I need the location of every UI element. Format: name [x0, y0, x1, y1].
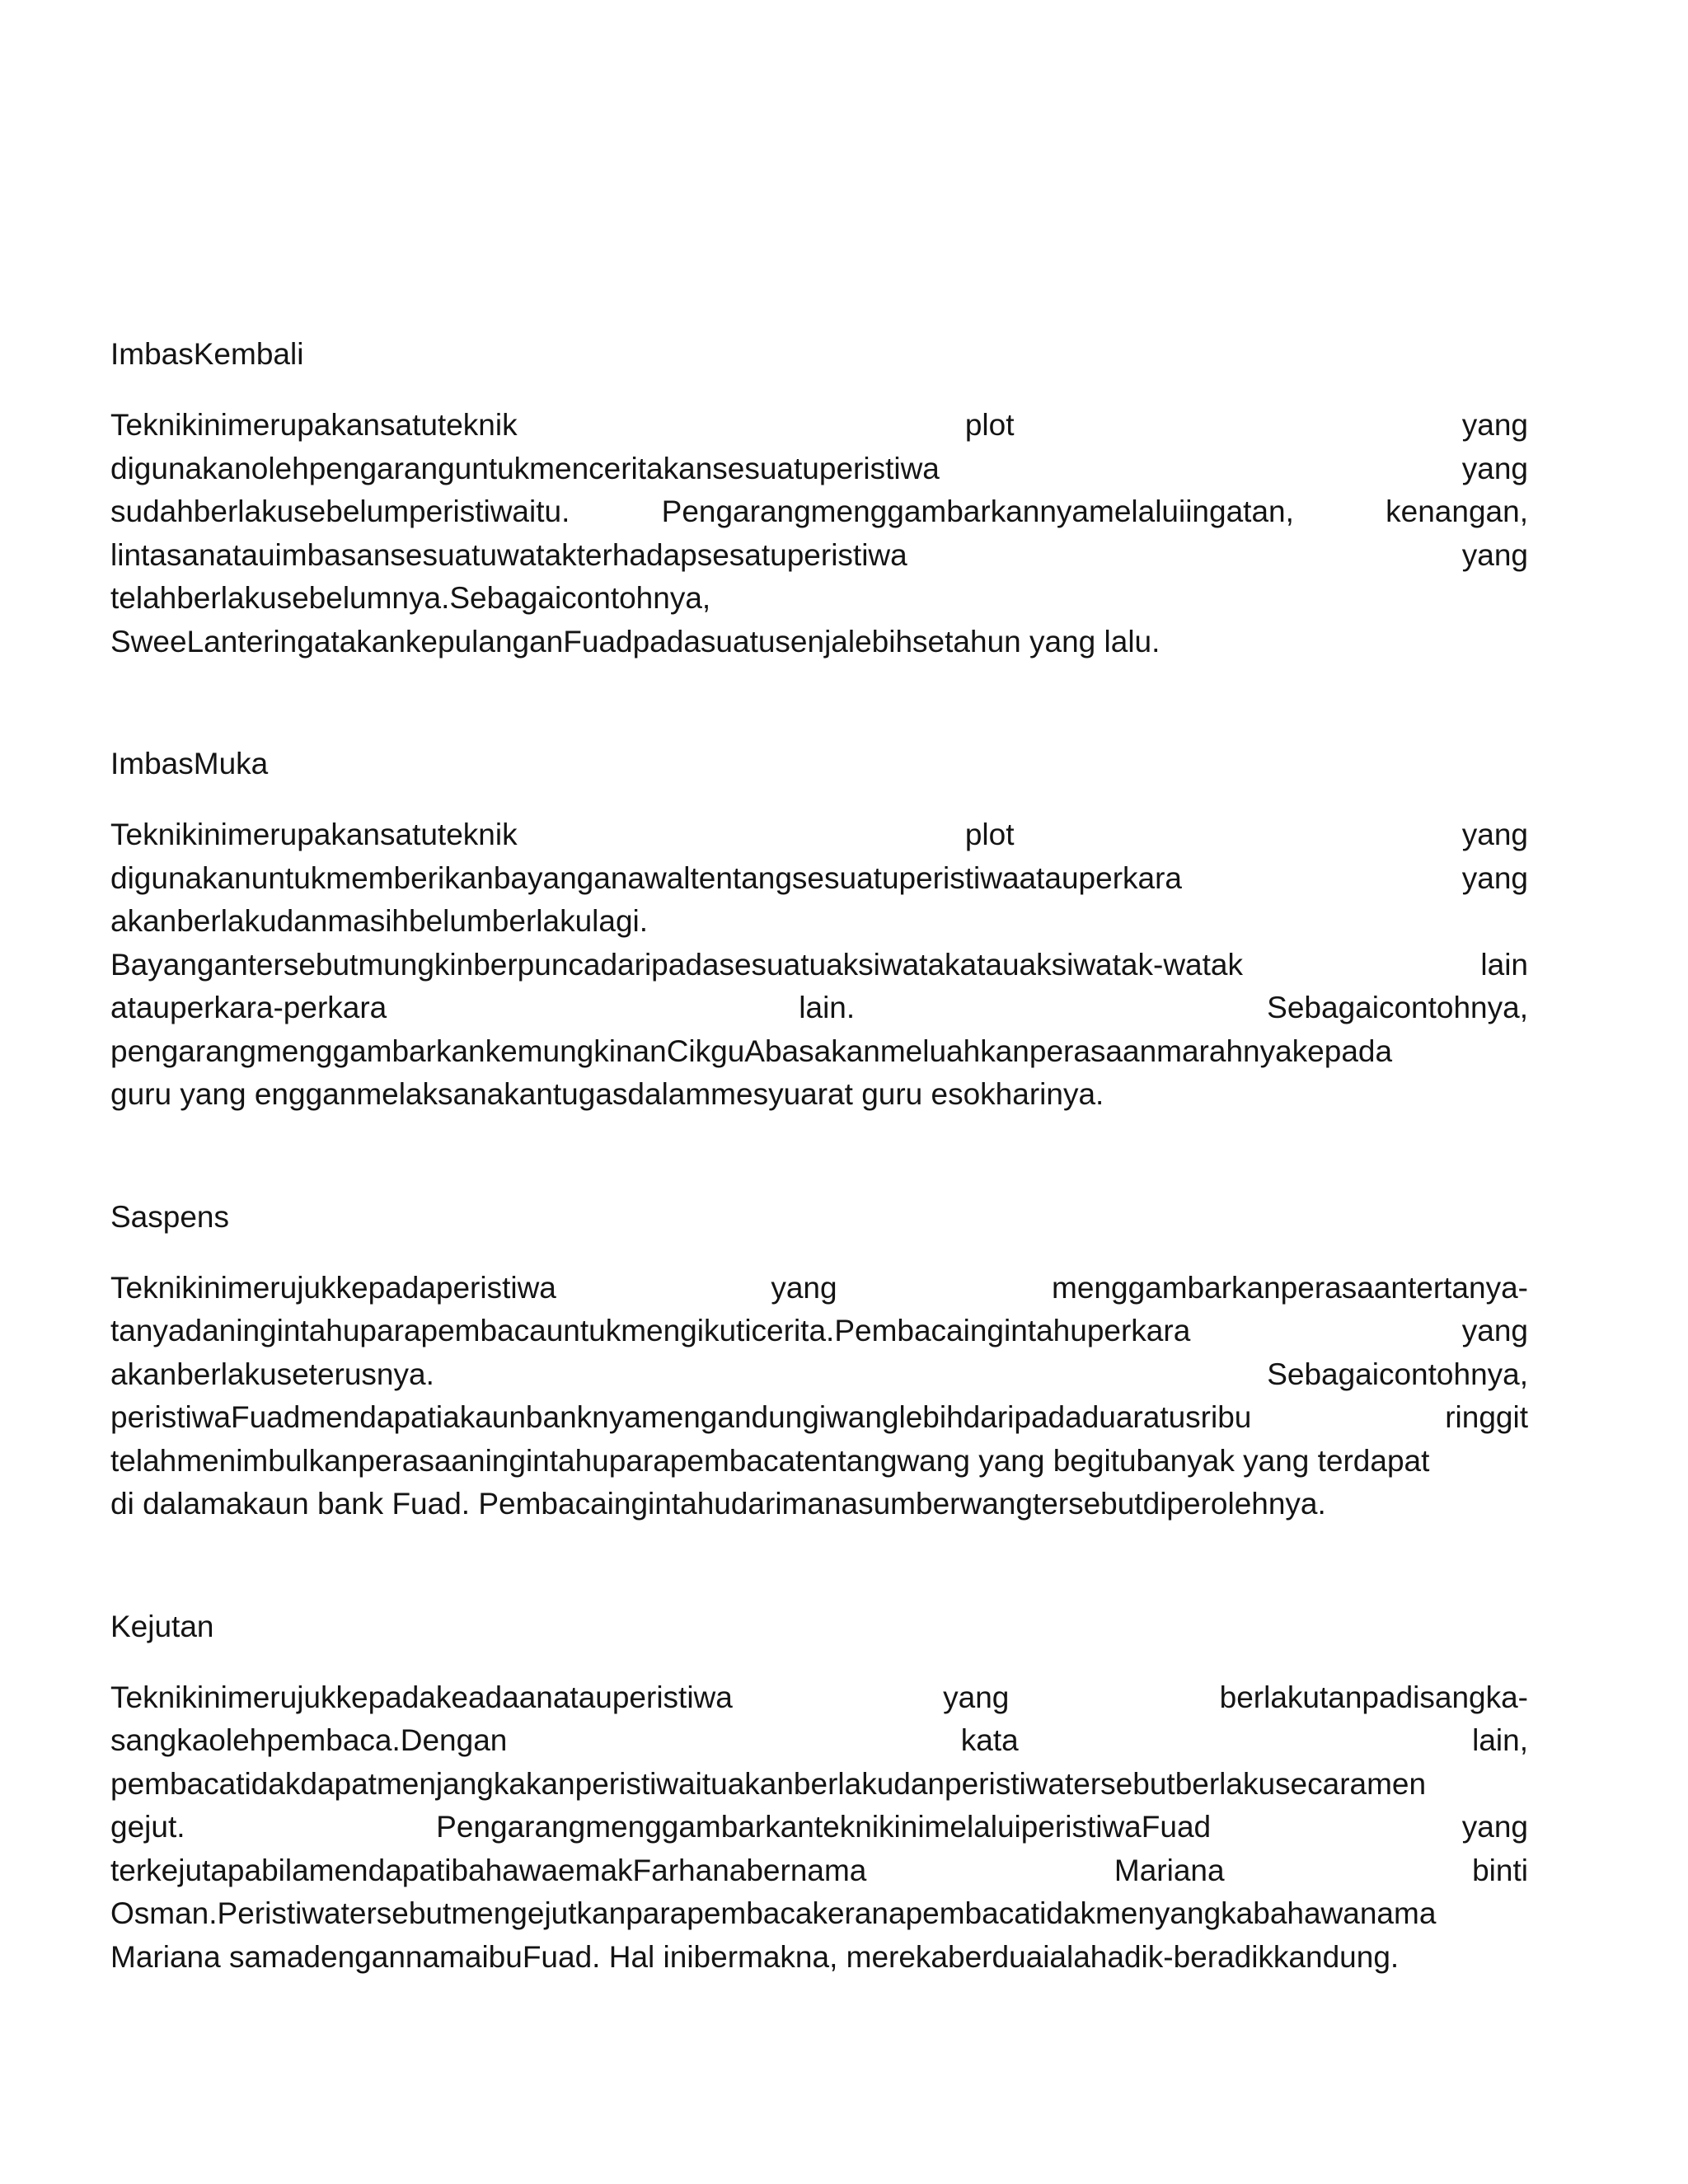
line-text-segment: Teknikinimerupakansatuteknik: [110, 408, 518, 442]
paragraph-line: [110, 1892, 1528, 1936]
line-text-segment: lain.: [799, 991, 856, 1024]
paragraph-line: [110, 1030, 1528, 1074]
line-text-segment: plot: [964, 408, 1015, 442]
paragraph-line: [110, 813, 1528, 857]
paragraph-line: [110, 534, 1528, 578]
line-text-segment: atauperkara-perkara: [110, 991, 387, 1024]
line-text-segment: yang: [1461, 1314, 1528, 1347]
paragraph-line: [110, 987, 1528, 1030]
paragraph-line: [110, 857, 1528, 901]
paragraph-line: [110, 1073, 1528, 1117]
line-text-segment: SweeLanteringatakankepulanganFuadpadasuatusenjalebihsetahun yang lalu.: [110, 624, 1160, 658]
section-heading: Saspens: [110, 1199, 229, 1234]
section-imbas-kembali: [110, 333, 1528, 663]
paragraph-line: [110, 1310, 1528, 1353]
line-text-segment: lintasanatauimbasansesuatuwatakterhadapsesatuperistiwa: [110, 537, 907, 572]
paragraph-line: [110, 448, 1528, 491]
line-text-segment: plot: [964, 818, 1015, 851]
line-text-segment: Osman.Peristiwatersebutmengejutkanparapembacakeranapembacatidakmenyangkabahawanama: [110, 1896, 1437, 1930]
line-text-segment: yang: [1461, 860, 1528, 895]
line-text-segment: di dalamakaun bank Fuad. Pembacaingintahudarimanasumberwangtersebutdiperolehnya.: [110, 1487, 1326, 1521]
line-text-segment: tanyadaningintahuparapembacauntukmengikuticerita.Pembacaingintahuperkara: [110, 1314, 1191, 1347]
line-text-segment: Teknikinimerujukkepadaperistiwa: [110, 1270, 556, 1305]
section-saspens: [110, 1196, 1528, 1526]
line-text-segment: Sebagaicontohnya,: [1267, 991, 1528, 1024]
line-text-segment: akanberlakudanmasihbelumberlakulagi.: [110, 904, 649, 938]
paragraph-line: [110, 1676, 1528, 1720]
line-text-segment: lain: [1480, 947, 1528, 982]
line-text-segment: PengarangmenggambarkanteknikinimelaluiperistiwaFuad: [436, 1810, 1212, 1844]
line-text-segment: berlakutanpadisangka-: [1219, 1680, 1528, 1714]
line-text-segment: yang: [1461, 537, 1528, 572]
paragraph-line: [110, 1483, 1528, 1526]
line-text-segment: gejut.: [110, 1810, 185, 1844]
paragraph-line: [110, 1267, 1528, 1310]
paragraph-line: [110, 1763, 1528, 1807]
line-text-segment: kenangan,: [1386, 494, 1528, 528]
section-body: [110, 813, 1528, 1117]
paragraph-line: [110, 621, 1528, 664]
line-text-segment: peristiwaFuadmendapatiakaunbanknyamengandungiwanglebihdaripadaduaratusribu: [110, 1400, 1252, 1434]
line-text-segment: sudahberlakusebelumperistiwaitu.: [110, 494, 570, 528]
line-text-segment: Mariana samadengannamaibuFuad. Hal inibermakna, merekaberduaialahadik-beradikkandung.: [110, 1939, 1400, 1974]
paragraph-line: [110, 944, 1528, 987]
paragraph-line: [110, 900, 1528, 944]
line-text-segment: telahberlakusebelumnya.Sebagaicontohnya,: [110, 581, 711, 615]
line-text-segment: binti: [1472, 1853, 1528, 1887]
paragraph-line: [110, 577, 1528, 621]
section-body: [110, 1676, 1528, 1980]
line-text-segment: yang: [1461, 818, 1528, 851]
line-text-segment: pembacatidakdapatmenjangkakanperistiwaituakanberlakudanperistiwatersebutberlakusecaramen: [110, 1766, 1427, 1801]
line-text-segment: Pengarangmenggambarkannyamelaluiingatan,: [661, 494, 1294, 528]
paragraph-line: [110, 1849, 1528, 1893]
line-text-segment: Teknikinimerujukkepadakeadaanatauperistiwa: [110, 1680, 733, 1714]
line-text-segment: kata: [960, 1723, 1019, 1757]
line-text-segment: yang: [771, 1270, 837, 1305]
line-text-segment: guru yang engganmelaksanakantugasdalammesyuarat guru esokharinya.: [110, 1077, 1104, 1111]
line-text-segment: telahmenimbulkanperasaaningintahuparapembacatentangwang yang begitubanyak yang terdapat: [110, 1443, 1430, 1478]
line-text-segment: Bayangantersebutmungkinberpuncadaripadasesuatuaksiwatakatauaksiwatak-watak: [110, 947, 1243, 982]
line-text-segment: digunakanolehpengaranguntukmenceritakansesuatuperistiwa: [110, 451, 940, 485]
line-text-segment: ringgit: [1445, 1400, 1528, 1434]
section-kejutan: [110, 1605, 1528, 1980]
paragraph-line: [110, 1353, 1528, 1397]
line-text-segment: Mariana: [1114, 1853, 1225, 1887]
section-imbas-muka: [110, 743, 1528, 1117]
paragraph-line: [110, 1806, 1528, 1849]
paragraph-line: [110, 1936, 1528, 1980]
line-text-segment: pengarangmenggambarkankemungkinanCikguAbasakanmeluahkanperasaanmarahnyakepada: [110, 1033, 1393, 1068]
paragraph-line: [110, 404, 1528, 448]
line-text-segment: lain,: [1472, 1723, 1528, 1757]
section-heading: ImbasKembali: [110, 337, 304, 371]
line-text-segment: yang: [1461, 1810, 1528, 1844]
paragraph-line: [110, 490, 1528, 534]
line-text-segment: yang: [1461, 451, 1528, 485]
paragraph-line: [110, 1719, 1528, 1763]
line-text-segment: Sebagaicontohnya,: [1267, 1357, 1528, 1391]
line-text-segment: digunakanuntukmemberikanbayanganawaltentangsesuatuperistiwaatauperkara: [110, 860, 1182, 895]
section-heading: Kejutan: [110, 1609, 214, 1643]
line-text-segment: Teknikinimerupakansatuteknik: [110, 818, 518, 851]
paragraph-line: [110, 1396, 1528, 1440]
section-body: [110, 1267, 1528, 1526]
section-body: [110, 404, 1528, 663]
paragraph-line: [110, 1440, 1528, 1483]
line-text-segment: menggambarkanperasaantertanya-: [1052, 1270, 1528, 1305]
line-text-segment: sangkaolehpembaca.Dengan: [110, 1723, 508, 1757]
line-text-segment: yang: [943, 1680, 1010, 1714]
line-text-segment: terkejutapabilamendapatibahawaemakFarhanabernama: [110, 1853, 867, 1887]
line-text-segment: yang: [1461, 408, 1528, 442]
line-text-segment: akanberlakuseterusnya.: [110, 1357, 434, 1391]
document-page: [110, 333, 1528, 1979]
section-heading: ImbasMuka: [110, 747, 269, 780]
